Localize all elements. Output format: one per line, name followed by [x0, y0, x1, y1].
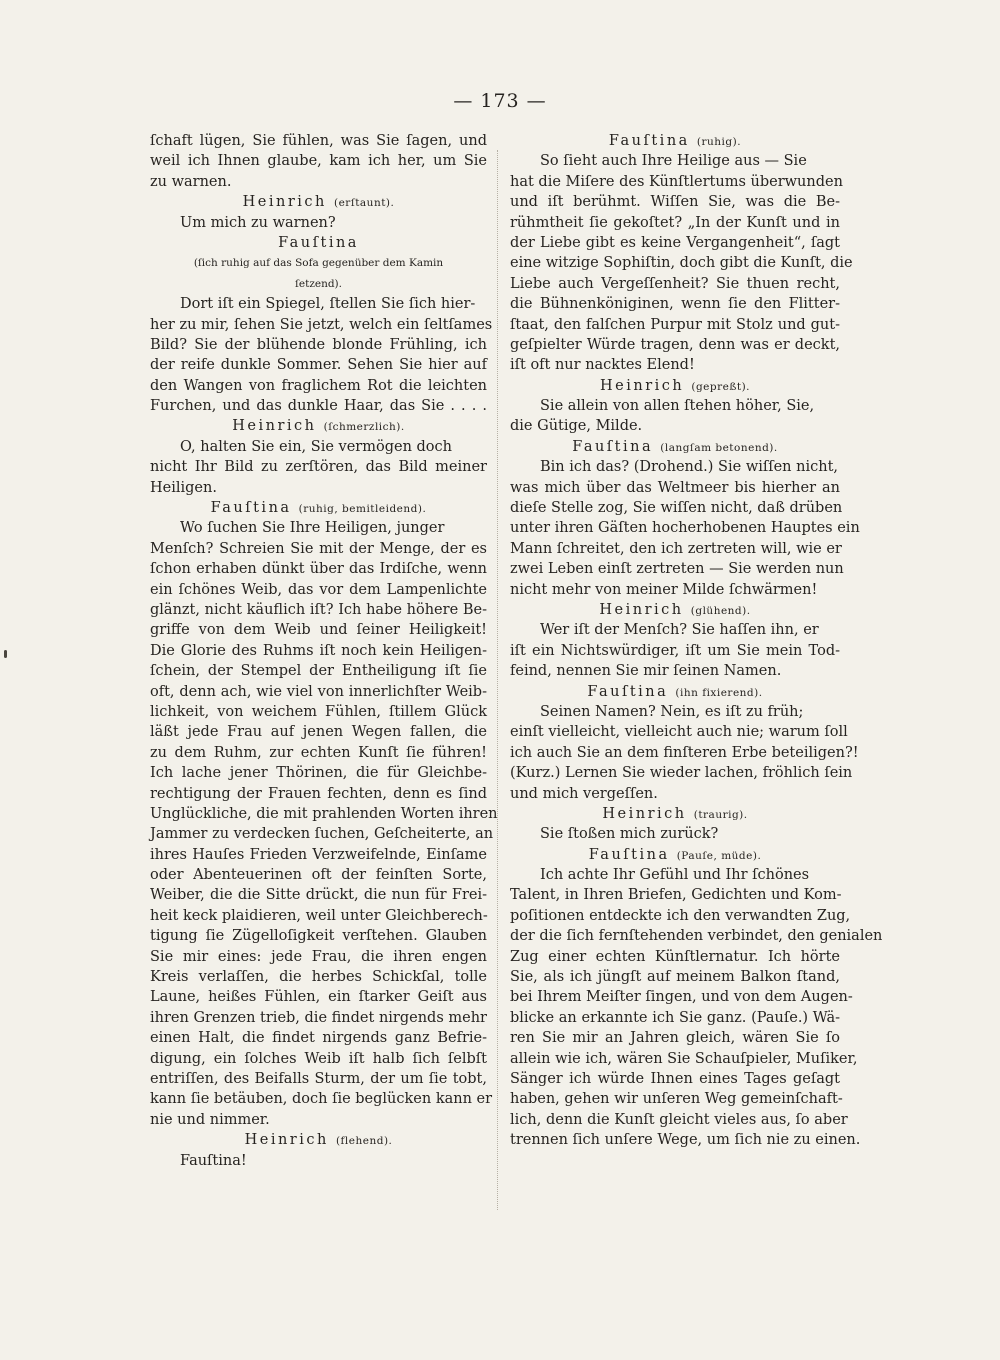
speaker-name: Fauſtina [278, 234, 359, 251]
speaker-name: Heinrich [232, 418, 317, 435]
speaker-heading [510, 600, 840, 620]
text-line: Fauſtina! [180, 1152, 247, 1169]
text-line: ſchon erhaben dünkt über das Irdiſche, wenn [150, 561, 487, 578]
text-line: griffe von dem Weib und ſeiner Heiligkeit! [150, 622, 487, 639]
text-line: entriſſen, des Beifalls Sturm, der um ſie tobt, [150, 1070, 487, 1087]
stage-direction: (ruhig, bemitleidend). [298, 503, 427, 516]
stage-direction: (erſtaunt). [333, 197, 395, 210]
text-line: Sie mir eines: jede Frau, die ihren engen [150, 948, 487, 965]
text-line: ſchein, der Stempel der Entheiligung iſt ſie [150, 663, 487, 680]
text-line: allein wie ich, wären Sie Schauſpieler, Muſiker, [510, 1050, 858, 1067]
text-line: den Wangen von fraglichem Rot die leichten [150, 377, 487, 394]
text-line: Unglückliche, die mit prahlenden Worten ihren [150, 805, 498, 822]
speaker-heading [510, 131, 840, 151]
text-line: ihren Grenzen trieb, die findet nirgends mehr [150, 1009, 487, 1026]
text-line: feind, nennen Sie mir ſeinen Namen. [510, 663, 782, 680]
stage-direction: (ruhig). [696, 136, 742, 148]
text-line: die Bühnenköniginen, wenn ſie den Flitter- [510, 296, 840, 313]
text-line: O, halten Sie ein, Sie vermögen doch [180, 438, 452, 455]
text-line: Zug einer echten Künſtlernatur. Ich hörte [510, 948, 840, 965]
text-line: ein ſchönes Weib, das vor dem Lampenlichte [150, 581, 487, 598]
text-line: Furchen, und das dunkle Haar, das Sie . . . . [150, 398, 487, 415]
speaker-name: Heinrich [599, 601, 684, 618]
text-line: poſitionen entdeckte ich den verwandten Zug, [510, 907, 851, 924]
speaker-heading [510, 845, 840, 865]
text-line: dieſe Stelle zog, Sie wiſſen nicht, daß drüben [510, 500, 843, 517]
text-line: iſt ein Nichtswürdiger, iſt um Sie mein Tod- [510, 642, 840, 659]
text-line: Wer iſt der Menſch? Sie haſſen ihn, er [540, 622, 819, 639]
text-line: lichkeit, von weichem Fühlen, ſtillem Glück [150, 703, 487, 720]
text-line: läßt jede Frau auf jenen Wegen fallen, die [150, 724, 487, 741]
text-line: der die ſich fernſtehenden verbindet, den genialen [510, 928, 883, 945]
text-line: iſt oft nur nacktes Elend! [510, 357, 695, 374]
text-line: haben, gehen wir unſeren Weg gemeinſchaft- [510, 1091, 843, 1108]
text-line: digung, ein ſolches Weib iſt halb ſich ſelbſt [150, 1050, 487, 1067]
stage-direction: (glühend). [690, 604, 751, 617]
speaker-name: Heinrich [600, 377, 685, 394]
text-line: Wo ſuchen Sie Ihre Heiligen, junger [180, 520, 445, 537]
right-text-column [510, 131, 883, 1151]
text-line: Seinen Namen? Nein, es iſt zu früh; [540, 703, 804, 720]
text-line: Sie allein von allen ſtehen höher, Sie, [540, 398, 815, 415]
speaker-name: Fauſtina [588, 846, 670, 863]
text-line: kann ſie betäuben, doch ſie beglücken kann er [150, 1091, 493, 1108]
text-line: nicht Ihr Bild zu zerſtören, das Bild meiner [150, 459, 487, 476]
speaker-name: Fauſtina [572, 438, 654, 455]
text-line: nie und nimmer. [150, 1111, 270, 1128]
speaker-name: Fauſtina [608, 133, 690, 149]
text-line: oder Abenteuerinen oft der feinſten Sorte, [150, 867, 487, 884]
text-line: weil ich Ihnen glaube, kam ich her, um Sie [150, 153, 487, 170]
text-line: Weiber, die die Sitte drückt, die nun für Frei- [150, 887, 487, 904]
text-line: trennen ſich unſere Wege, um ſich nie zu einen. [510, 1132, 861, 1149]
speaker-heading [510, 682, 840, 702]
text-line: geſpielter Würde tragen, denn was er deckt, [510, 336, 840, 353]
text-line: Laune, heißes Fühlen, ein ſtarker Geiſt aus [150, 989, 487, 1006]
text-line: ren Sie mir an Jahren gleich, wären Sie ſo [510, 1030, 840, 1047]
text-line: Dort iſt ein Spiegel, ſtellen Sie ſich hier- [180, 296, 476, 313]
text-line: Bild? Sie der blühende blonde Frühling, ich [150, 336, 487, 353]
text-line: Menſch? Schreien Sie mit der Menge, der es [150, 540, 487, 557]
text-line: glänzt, nicht käuflich iſt? Ich habe höhere Be- [150, 601, 487, 618]
text-line: Sänger ich würde Ihnen eines Tages geſagt [510, 1070, 840, 1087]
text-line: zwei Leben einſt zertreten — Sie werden nun [510, 561, 844, 578]
speaker-name: Heinrich [602, 805, 687, 822]
stage-direction: (langſam betonend). [660, 441, 778, 454]
text-line: Jammer zu verdecken ſuchen, Geſcheiterte, an [150, 826, 494, 843]
left-text-column [150, 131, 498, 1171]
stage-direction: (gepreßt). [691, 380, 750, 393]
column-divider [497, 150, 498, 1210]
text-line: ihres Hauſes Frieden Verzweifelnde, Einſame [150, 846, 487, 863]
text-line: ich auch Sie an dem finſteren Erbe beteiligen?! [510, 744, 859, 761]
text-line: ſtaat, den falſchen Purpur mit Stolz und gut- [510, 316, 840, 333]
text-line: Ich achte Ihr Gefühl und Ihr ſchönes [540, 867, 810, 884]
text-line: Um mich zu warnen? [180, 214, 336, 231]
speaker-heading [510, 376, 840, 396]
text-line: nicht mehr von meiner Milde ſchwärmen! [510, 581, 818, 598]
text-line: Kreis verlaſſen, die herbes Schickſal, tolle [150, 969, 487, 986]
stage-direction: (traurig). [693, 808, 748, 821]
stage-direction: (flehend). [335, 1135, 393, 1148]
speaker-name: Heinrich [244, 1132, 329, 1149]
page-number: — 173 — [453, 90, 547, 112]
text-line: hat die Miſere des Künſtlertums überwunden [510, 173, 843, 190]
text-line: bei Ihrem Meiſter ſingen, und von dem Augen- [510, 989, 853, 1006]
text-line: die Gütige, Milde. [510, 418, 643, 435]
margin-ink-mark [4, 650, 7, 658]
speaker-heading [150, 233, 487, 253]
stage-direction: (ſchmerzlich). [323, 421, 405, 434]
text-line: Ich lache jener Thörinen, die für Gleichbe- [150, 765, 487, 782]
speaker-heading [150, 498, 487, 518]
text-line: ſchaft lügen, Sie fühlen, was Sie ſagen, und [150, 133, 487, 149]
text-line: heit keck plaidieren, weil unter Gleichberech- [150, 907, 488, 924]
text-line: zu warnen. [150, 173, 232, 190]
text-line: oft, denn ach, wie viel von innerlichſter Weib- [150, 683, 487, 700]
text-line: unter ihren Gäſten hocherhobenen Hauptes ein [510, 520, 860, 537]
text-line: und iſt berühmt. Wiſſen Sie, was die Be- [510, 194, 840, 211]
text-line: einen Halt, die findet nirgends ganz Befrie- [150, 1030, 487, 1047]
text-line: und mich vergeſſen. [510, 785, 658, 802]
text-line: zu dem Ruhm, zur echten Kunſt ſie führen! [150, 744, 487, 761]
speaker-heading [150, 1130, 487, 1150]
speaker-name: Fauſtina [587, 683, 669, 700]
stage-direction: (Pauſe, müde). [676, 849, 762, 862]
speaker-heading [150, 416, 487, 436]
text-line: was mich über das Weltmeer bis hierher an [510, 479, 840, 496]
speaker-heading [150, 192, 487, 212]
text-line: Talent, in Ihren Briefen, Gedichten und Kom- [510, 887, 842, 904]
text-line: tigung ſie Zügelloſigkeit verſtehen. Glauben [150, 928, 487, 945]
text-line: Heiligen. [150, 479, 217, 496]
stage-direction-line: (ſich ruhig auf das Sofa gegenüber dem Kamin [193, 257, 444, 270]
text-line: So ſieht auch Ihre Heilige aus — Sie [540, 153, 807, 170]
text-line: Mann ſchreitet, den ich zertreten will, wie er [510, 540, 842, 557]
text-line: (Kurz.) Lernen Sie wieder lachen, fröhlich ſein [510, 765, 853, 782]
speaker-heading [510, 804, 840, 824]
text-line: der Liebe gibt es keine Vergangenheit“, ſagt [510, 234, 840, 251]
speaker-name: Fauſtina [210, 500, 292, 517]
text-line: Liebe auch Vergeſſenheit? Sie thuen recht, [510, 275, 840, 292]
text-line: rühmtheit ſie gekoſtet? „In der Kunſt und in [510, 214, 840, 231]
speaker-heading [510, 437, 840, 457]
text-line: rechtigung der Frauen fechten, denn es ſind [150, 785, 487, 802]
text-line: eine witzige Sophiſtin, doch gibt die Kunſt, die [510, 255, 853, 272]
text-line: Bin ich das? (Drohend.) Sie wiſſen nicht, [540, 459, 839, 476]
stage-direction-line: ſetzend). [295, 277, 342, 290]
text-line: der reife dunkle Sommer. Sehen Sie hier auf [150, 357, 487, 374]
text-line: blicke an erkannte ich Sie ganz. (Pauſe.) Wä- [510, 1009, 840, 1026]
text-line: Sie, als ich jüngſt auf meinem Balkon ſtand, [510, 969, 840, 986]
speaker-name: Heinrich [242, 194, 327, 211]
text-line: Die Glorie des Ruhms iſt noch kein Heiligen- [150, 642, 487, 659]
stage-direction: (ihn fixierend). [675, 686, 763, 699]
text-line: her zu mir, ſehen Sie jetzt, welch ein ſeltſames [150, 316, 493, 333]
text-line: einſt vielleicht, vielleicht auch nie; warum ſoll [510, 724, 848, 741]
text-line: Sie ſtoßen mich zurück? [540, 826, 719, 843]
text-line: lich, denn die Kunſt gleicht vieles aus, ſo aber [510, 1111, 848, 1128]
